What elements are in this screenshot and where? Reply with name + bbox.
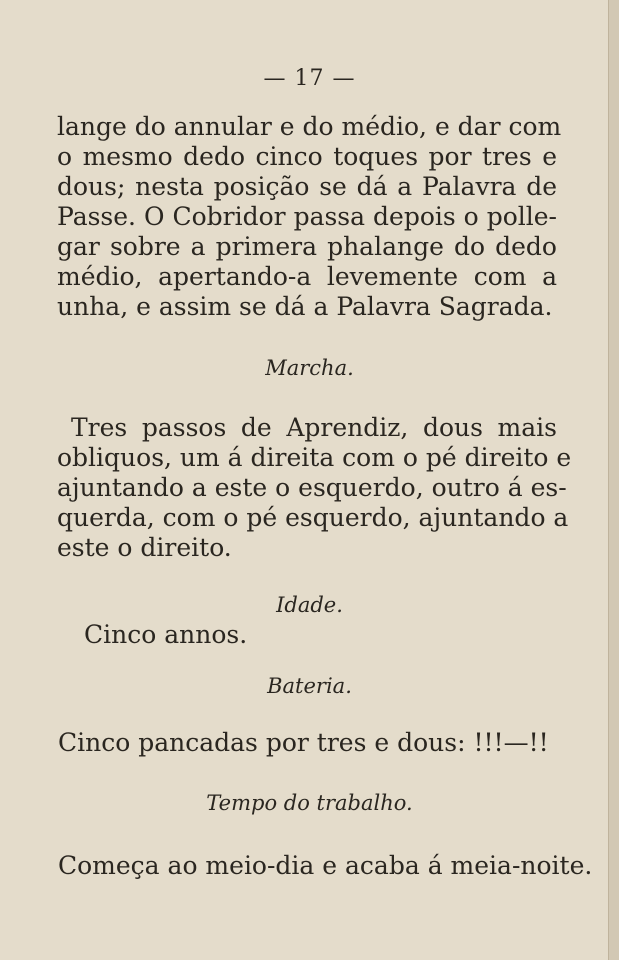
text-line: Passe. O Cobridor passa depois o polle- — [57, 202, 557, 231]
text-line: lange do annular e do médio, e dar com — [57, 112, 562, 141]
text-line: unha, e assim se dá a Palavra Sagrada. — [57, 292, 553, 321]
text-line: este o direito. — [57, 533, 232, 562]
heading-idade: Idade. — [276, 593, 343, 617]
paragraph-marcha — [57, 413, 572, 563]
page-number: — 17 — — [263, 66, 356, 91]
idade-text: Cinco annos. — [84, 620, 248, 649]
text-line: Tres passos de Aprendiz, dous mais — [71, 413, 557, 442]
text-line: médio, apertando-a levemente com a — [57, 262, 557, 291]
text-line: ajuntando a este o esquerdo, outro á es- — [57, 473, 567, 502]
heading-tempo-do-trabalho: Tempo do trabalho. — [206, 791, 413, 815]
paragraph-palavra — [57, 112, 562, 322]
text-line: obliquos, um á direita com o pé direito e — [57, 443, 572, 472]
text-line: gar sobre a primera phalange do dedo — [57, 232, 557, 261]
text-line: dous; nesta posição se dá a Palavra de — [57, 172, 557, 201]
heading-bateria: Bateria. — [267, 674, 352, 698]
text-line: o mesmo dedo cinco toques por tres e — [57, 142, 557, 171]
tempo-text: Começa ao meio-dia e acaba á meia-noite. — [58, 851, 593, 880]
page-edge — [608, 0, 619, 960]
bateria-text: Cinco pancadas por tres e dous: !!!—!! — [58, 728, 549, 757]
heading-marcha: Marcha. — [265, 356, 354, 380]
text-line: querda, com o pé esquerdo, ajuntando a — [57, 503, 569, 532]
